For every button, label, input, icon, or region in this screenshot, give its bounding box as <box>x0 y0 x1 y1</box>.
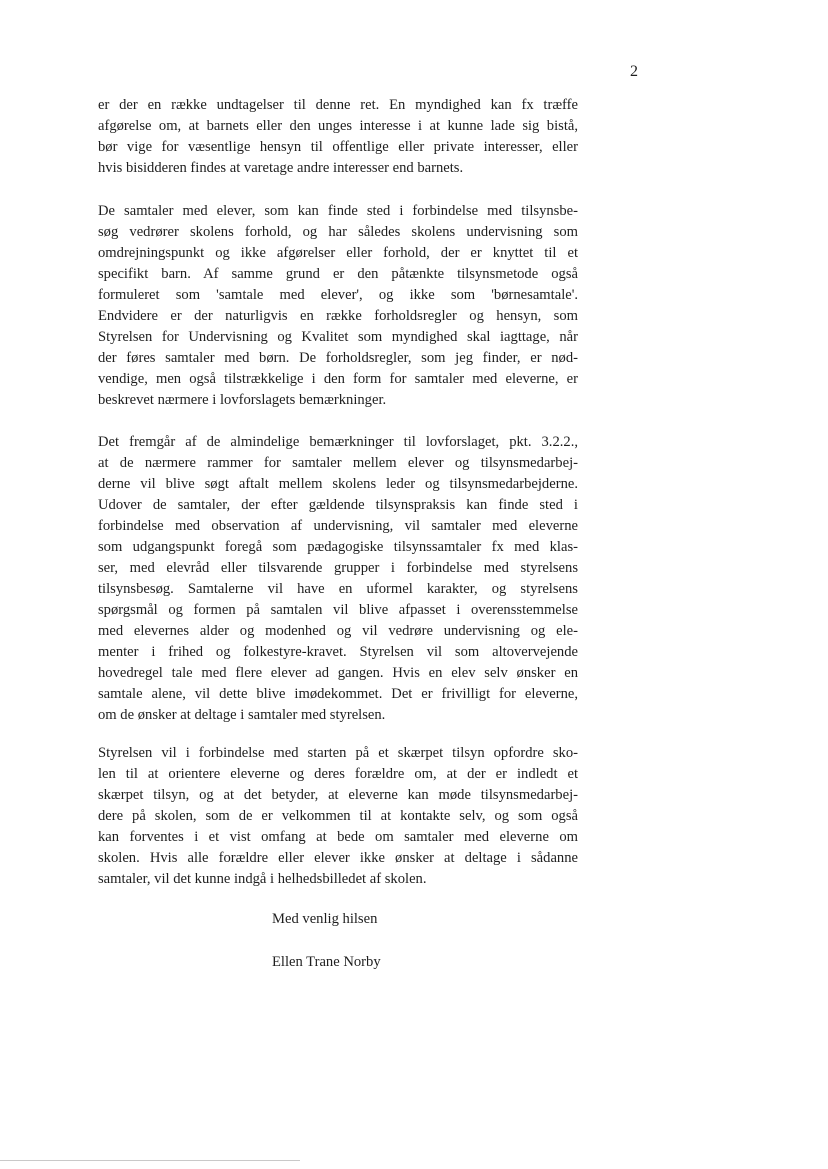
text-line: at de nærmere rammer for samtaler mellem elever og tilsynsmedarbej- <box>98 455 578 471</box>
text-line: skolen. Hvis alle forældre eller elever ikke ønsker at deltage i sådanne <box>98 850 578 866</box>
text-line: Udover de samtaler, der efter gældende tilsynspraksis kan finde sted i <box>98 497 578 513</box>
text-line: Det fremgår af de almindelige bemærkninger til lovforslaget, pkt. 3.2.2., <box>98 434 578 450</box>
closing-greeting: Med venlig hilsen <box>272 911 378 927</box>
text-line: kan forventes i et vist omfang at bede om samtaler med eleverne om <box>98 829 578 845</box>
text-line: Styrelsen for Undervisning og Kvalitet som myndighed skal iagttage, når <box>98 329 578 345</box>
text-line: formuleret som 'samtale med elever', og ikke som 'børnesamtale'. <box>98 287 578 303</box>
text-line: hovedregel tale med flere elever ad gangen. Hvis en elev selv ønsker en <box>98 665 578 681</box>
text-line: søg vedrører skolens forhold, og har således skolens undervisning som <box>98 224 578 240</box>
text-line: hvis bisidderen findes at varetage andre interesser end barnets. <box>98 160 464 176</box>
text-line: derne vil blive søgt aftalt mellem skolens leder og tilsynsmedarbejderne. <box>98 476 578 492</box>
text-line: omdrejningspunkt og ikke afgørelser eller forhold, der er knyttet til et <box>98 245 578 261</box>
text-line: Styrelsen vil i forbindelse med starten på et skærpet tilsyn opfordre sko- <box>98 745 578 761</box>
scan-edge-line <box>0 1160 300 1161</box>
text-line: vendige, men også tilstrækkelige i den form for samtaler med eleverne, er <box>98 371 578 387</box>
text-line: De samtaler med elever, som kan finde sted i forbindelse med tilsynsbe- <box>98 203 578 219</box>
text-line: skærpet tilsyn, og at det betyder, at eleverne kan møde tilsynsmedarbej- <box>98 787 578 803</box>
text-line: beskrevet nærmere i lovforslagets bemærkninger. <box>98 392 387 408</box>
text-line: samtale alene, vil dette blive imødekommet. Det er frivilligt for eleverne, <box>98 686 578 702</box>
text-line: tilsynsbesøg. Samtalerne vil have en uformel karakter, og styrelsens <box>98 581 578 597</box>
paragraph-2 <box>98 201 578 411</box>
text-line: er der en række undtagelser til denne ret. En myndighed kan fx træffe <box>98 97 578 113</box>
text-line: spørgsmål og formen på samtalen vil blive afpasset i overensstemmelse <box>98 602 578 618</box>
text-line: med elevernes alder og modenhed og vil vedrøre undervisning og ele- <box>98 623 578 639</box>
paragraph-1 <box>98 95 578 179</box>
text-line: om de ønsker at deltage i samtaler med styrelsen. <box>98 707 386 723</box>
text-line: samtaler, vil det kunne indgå i helhedsbilledet af skolen. <box>98 871 427 887</box>
text-line: menter i frihed og folkestyre-kravet. Styrelsen vil som altovervejende <box>98 644 578 660</box>
text-line: dere på skolen, som de er velkommen til at kontakte selv, og som også <box>98 808 578 824</box>
text-line: som udgangspunkt foregå som pædagogiske tilsynssamtaler fx med klas- <box>98 539 578 555</box>
page-number: 2 <box>630 63 638 80</box>
signatory-name: Ellen Trane Norby <box>272 954 381 970</box>
text-line: afgørelse om, at barnets eller den unges interesse i at kunne lade sig bistå, <box>98 118 578 134</box>
paragraph-4 <box>98 743 578 890</box>
text-line: specifikt barn. Af samme grund er den påtænkte tilsynsmetode også <box>98 266 578 282</box>
text-line: forbindelse med observation af undervisning, vil samtaler med eleverne <box>98 518 578 534</box>
text-line: len til at orientere eleverne og deres forældre om, at der er indledt et <box>98 766 578 782</box>
text-line: ser, med elevråd eller tilsvarende grupper i forbindelse med styrelsens <box>98 560 578 576</box>
text-line: Endvidere er der naturligvis en række forholdsregler og hensyn, som <box>98 308 578 324</box>
text-line: bør vige for væsentlige hensyn til offentlige eller private interesser, eller <box>98 139 578 155</box>
text-line: der føres samtaler med børn. De forholdsregler, som jeg finder, er nød- <box>98 350 578 366</box>
paragraph-3 <box>98 432 578 726</box>
